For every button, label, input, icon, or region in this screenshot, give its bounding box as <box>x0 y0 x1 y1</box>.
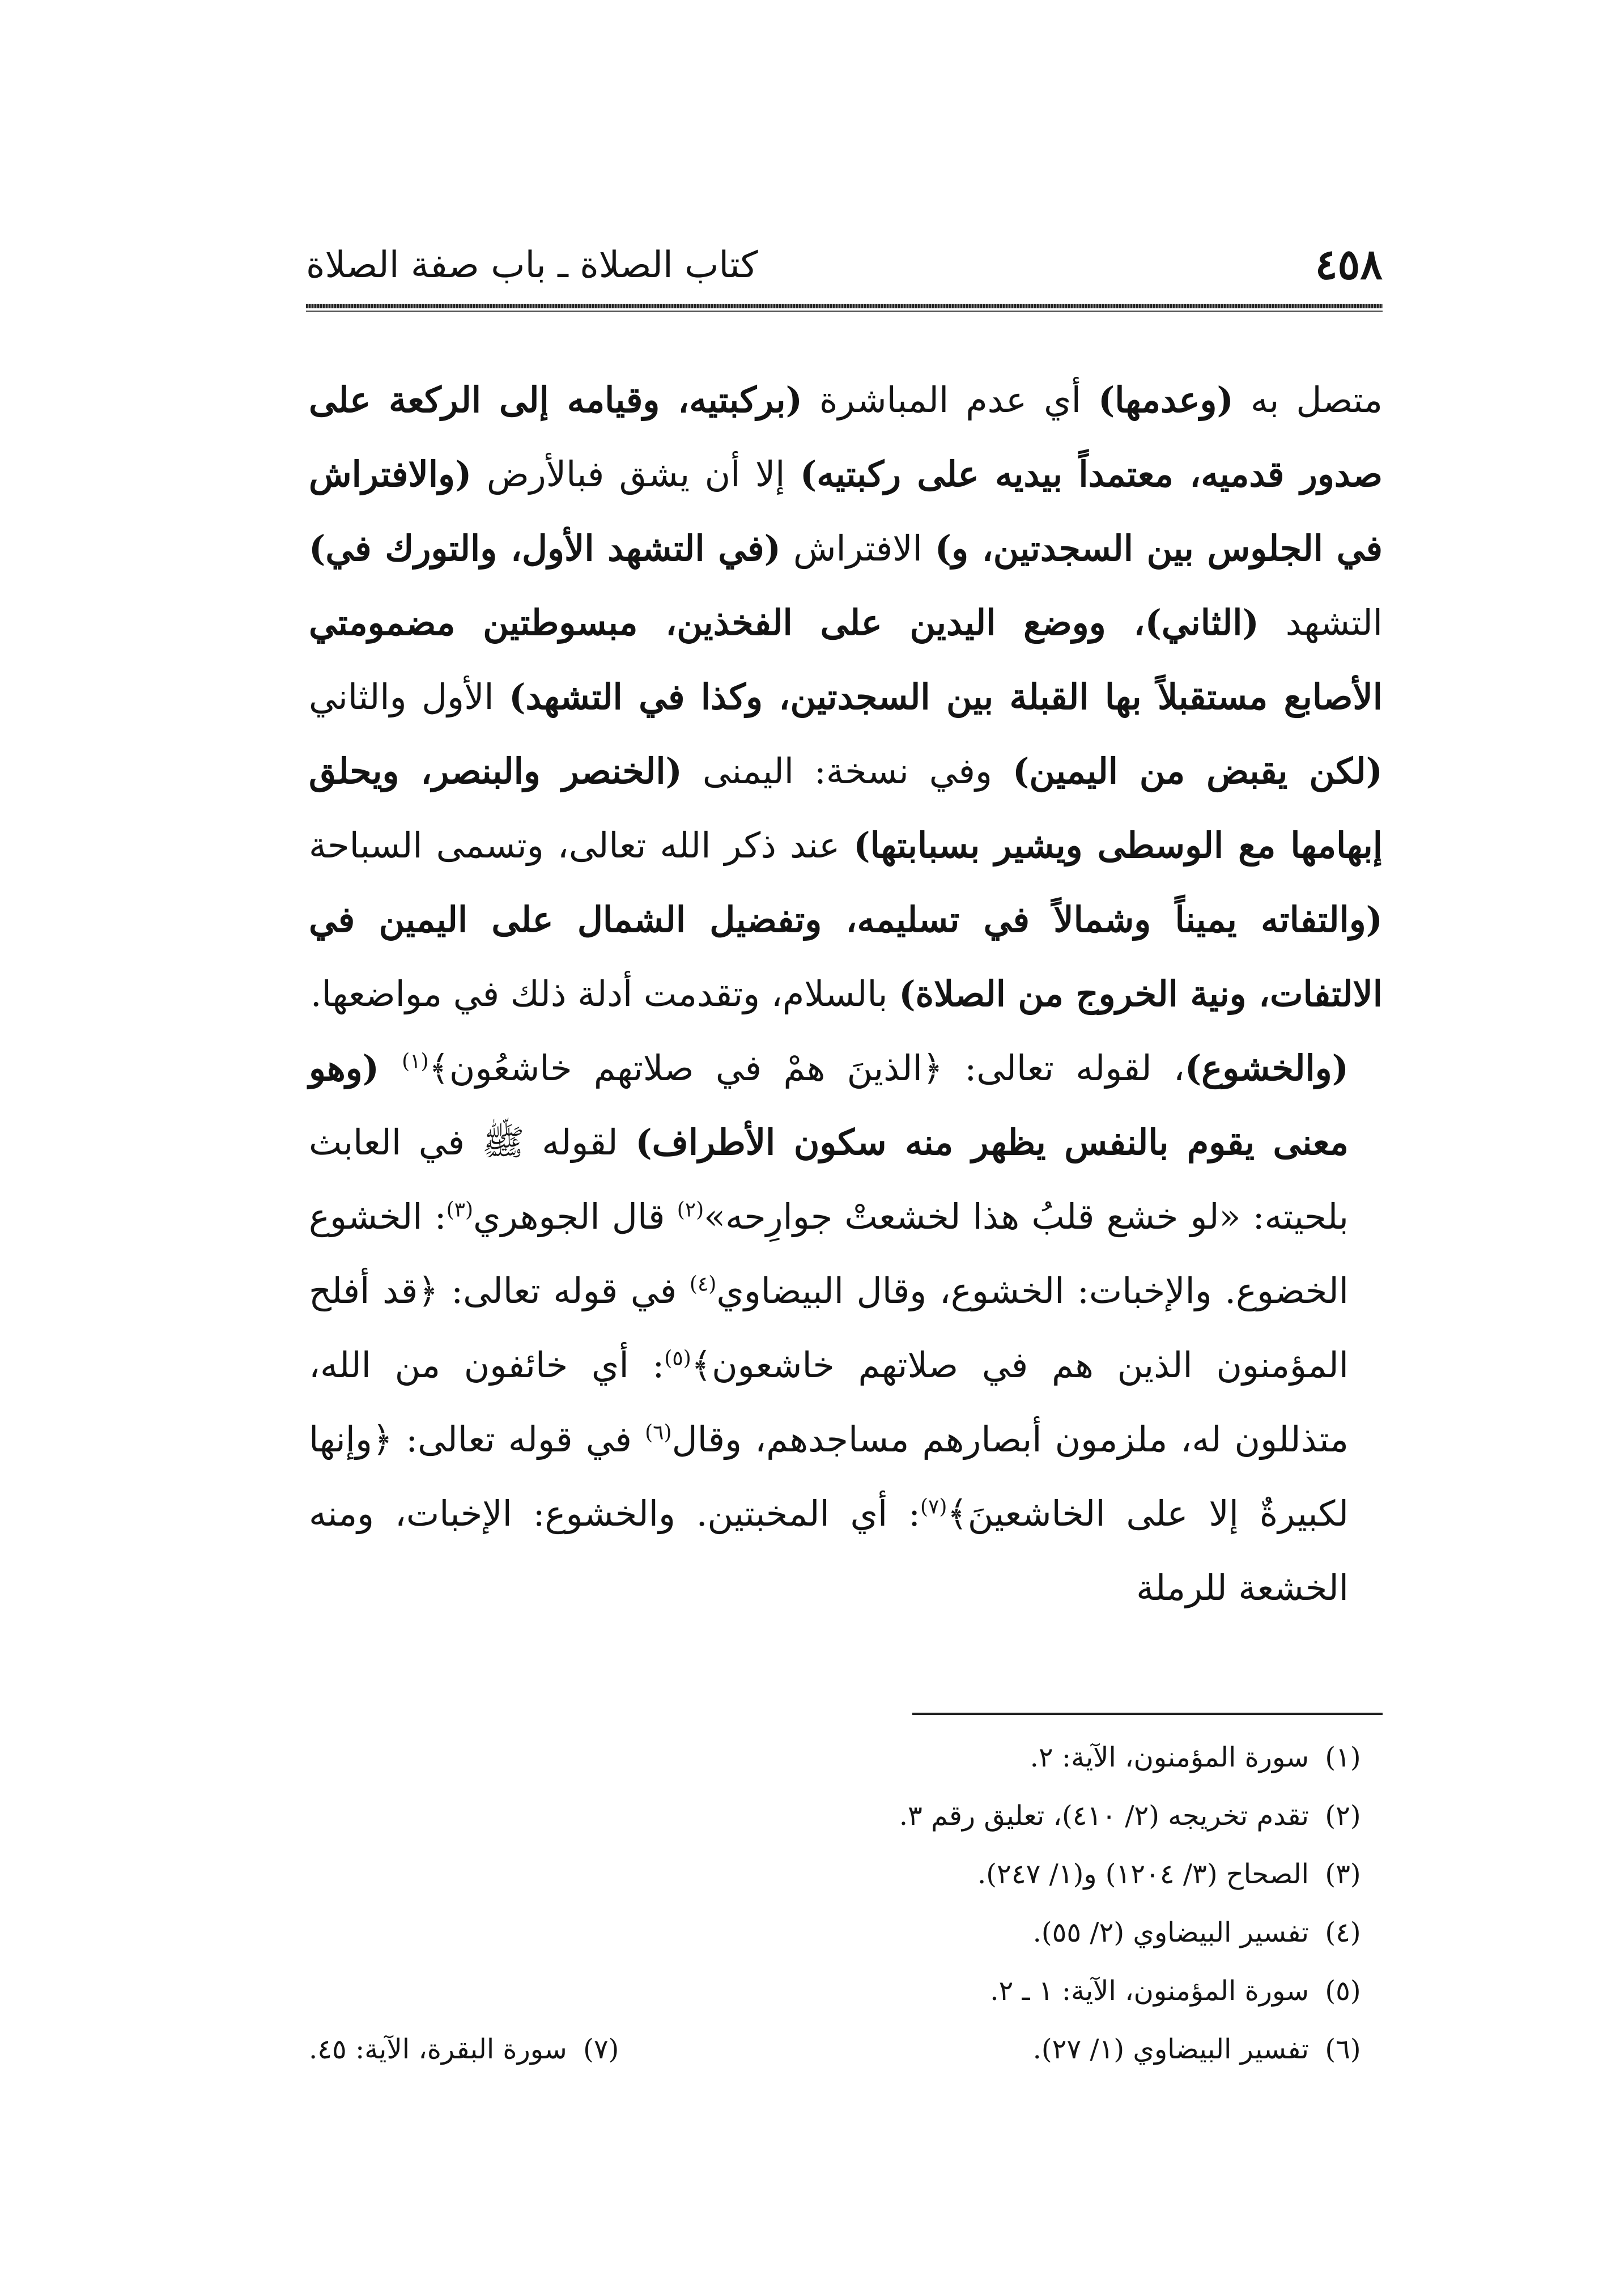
footnote-number: (٤) <box>1325 1917 1361 1948</box>
text-run: لقوله ﷺ في العابث بلحيته: «لو خشع قلبُ هذا لخشعتْ جوارِحه» <box>309 1122 1349 1237</box>
footnote-ref[interactable]: (٧) <box>920 1495 947 1519</box>
bold-run: (الخنصر والبنصر، ويحلق إبهامها مع الوسطى ويشير بسبابتها) <box>309 750 1383 866</box>
paragraph-1 <box>309 363 1383 1031</box>
text-run: قال الجوهري <box>473 1196 677 1237</box>
text-run: ، لقوله تعالى: ﴿الذينَ همْ في صلاتهم خاشعُون﴾ <box>428 1047 1185 1089</box>
footnote-ref[interactable]: (١) <box>402 1050 429 1073</box>
bold-run: (والافتراش في الجلوس بين السجدتين، و) <box>309 453 1383 569</box>
footnote-1 <box>309 1729 1377 1787</box>
footnote-text: تفسير البيضاوي (٢/ ٥٥). <box>1032 1917 1309 1948</box>
footnote-number: (٢) <box>1325 1800 1361 1832</box>
header-title: كتاب الصلاة ـ باب صفة الصلاة <box>306 244 758 286</box>
running-header <box>306 235 1383 298</box>
footnote-2 <box>309 1787 1377 1845</box>
bold-run: (والخشوع) <box>1184 1047 1349 1089</box>
footnote-4 <box>309 1904 1377 1962</box>
text-run: الأول والثاني <box>309 676 509 717</box>
footnote-ref[interactable]: (٤) <box>689 1272 717 1296</box>
text-run: : أي خائفون من الله، متذللون له، ملزمون أبصارهم مساجدهم، وقال <box>309 1344 1349 1460</box>
footnote-7 <box>309 2020 635 2079</box>
text-run: التشهد <box>1259 602 1383 643</box>
text-run: وفي نسخة: اليمنى <box>682 750 1013 792</box>
text-run: أي عدم المباشرة <box>802 379 1098 421</box>
footnote-row-last <box>309 2020 1377 2079</box>
text-run: : أي المخبتين. والخشوع: الإخبات، ومنه الخشعة للرملة <box>309 1493 1349 1608</box>
footnote-text: سورة البقرة، الآية: ٤٥. <box>309 2033 567 2065</box>
text-run: بالسلام، وتقدمت أدلة ذلك في مواضعها. <box>310 973 899 1014</box>
text-run: الافتراش <box>780 528 935 569</box>
footnote-text: تفسير البيضاوي (١/ ٢٧). <box>1032 2033 1309 2065</box>
footnote-text: سورة المؤمنون، الآية: ٢. <box>1030 1742 1309 1773</box>
text-run: عند ذكر الله تعالى، وتسمى السباحة <box>309 825 854 866</box>
text-run: متصل به <box>1233 379 1383 421</box>
page-number: ٤٥٨ <box>1315 240 1383 289</box>
footnote-number: (٦) <box>1325 2033 1361 2065</box>
text-run: في قوله تعالى: ﴿قد أفلح المؤمنون الذين هم في صلاتهم خاشعون﴾ <box>309 1270 1349 1386</box>
bold-run: (لكن يقبض من اليمين) <box>1013 750 1383 792</box>
main-text <box>309 363 1383 1625</box>
footnote-number: (١) <box>1325 1742 1361 1773</box>
footnote-text: سورة المؤمنون، الآية: ١ ـ ٢. <box>990 1975 1309 2007</box>
footnote-text: تقدم تخريجه (٢/ ٤١٠)، تعليق رقم ٣. <box>899 1800 1309 1832</box>
footnote-number: (٥) <box>1325 1975 1361 2007</box>
footnote-3 <box>309 1845 1377 1904</box>
bold-run: (الثاني)، ووضع اليدين على الفخذين، مبسوطتين مضمومتي الأصابع مستقبلاً بها القبلة بين السجدتين، وكذا في التشهد) <box>309 602 1383 717</box>
bold-run: (بركبتيه، وقيامه إلى الركعة على صدور قدميه، معتمداً بيديه على ركبتيه) <box>309 379 1383 495</box>
header-rule <box>306 304 1383 308</box>
footnotes <box>309 1729 1377 2079</box>
bold-run: (وعدمها) <box>1098 379 1234 421</box>
text-run: : الخشوع الخضوع. والإخبات: الخشوع، وقال البيضاوي <box>309 1196 1349 1311</box>
footnote-5 <box>309 1962 1377 2020</box>
footnote-ref[interactable]: (٦) <box>645 1421 672 1445</box>
footnote-separator <box>912 1713 1383 1715</box>
footnote-number: (٧) <box>583 2033 619 2065</box>
footnote-6 <box>1033 2020 1377 2079</box>
bold-run: (في التشهد الأول، والتورك في) <box>309 528 781 569</box>
footnote-text: الصحاح (٣/ ١٢٠٤) و(١/ ٢٤٧). <box>977 1858 1309 1890</box>
footnote-ref[interactable]: (٥) <box>664 1347 691 1370</box>
bold-run: (والتفاته يميناً وشمالاً في تسليمه، وتفضيل الشمال على اليمين في الالتفات، ونية الخروج من الصلاة) <box>309 899 1383 1014</box>
text-run: في قوله تعالى: ﴿وإنها لكبيرةٌ إلا على الخاشعينَ﴾ <box>309 1419 1349 1534</box>
text-run: إلا أن يشق فبالأرض <box>471 453 800 495</box>
header-rule-thin <box>306 311 1383 312</box>
paragraph-2 <box>309 1031 1383 1625</box>
footnote-number: (٣) <box>1325 1858 1361 1890</box>
footnote-ref[interactable]: (٢) <box>677 1198 704 1222</box>
footnote-ref[interactable]: (٣) <box>446 1198 474 1222</box>
bold-run: (وهو معنى يقوم بالنفس يظهر منه سكون الأطراف) <box>309 1047 1349 1163</box>
